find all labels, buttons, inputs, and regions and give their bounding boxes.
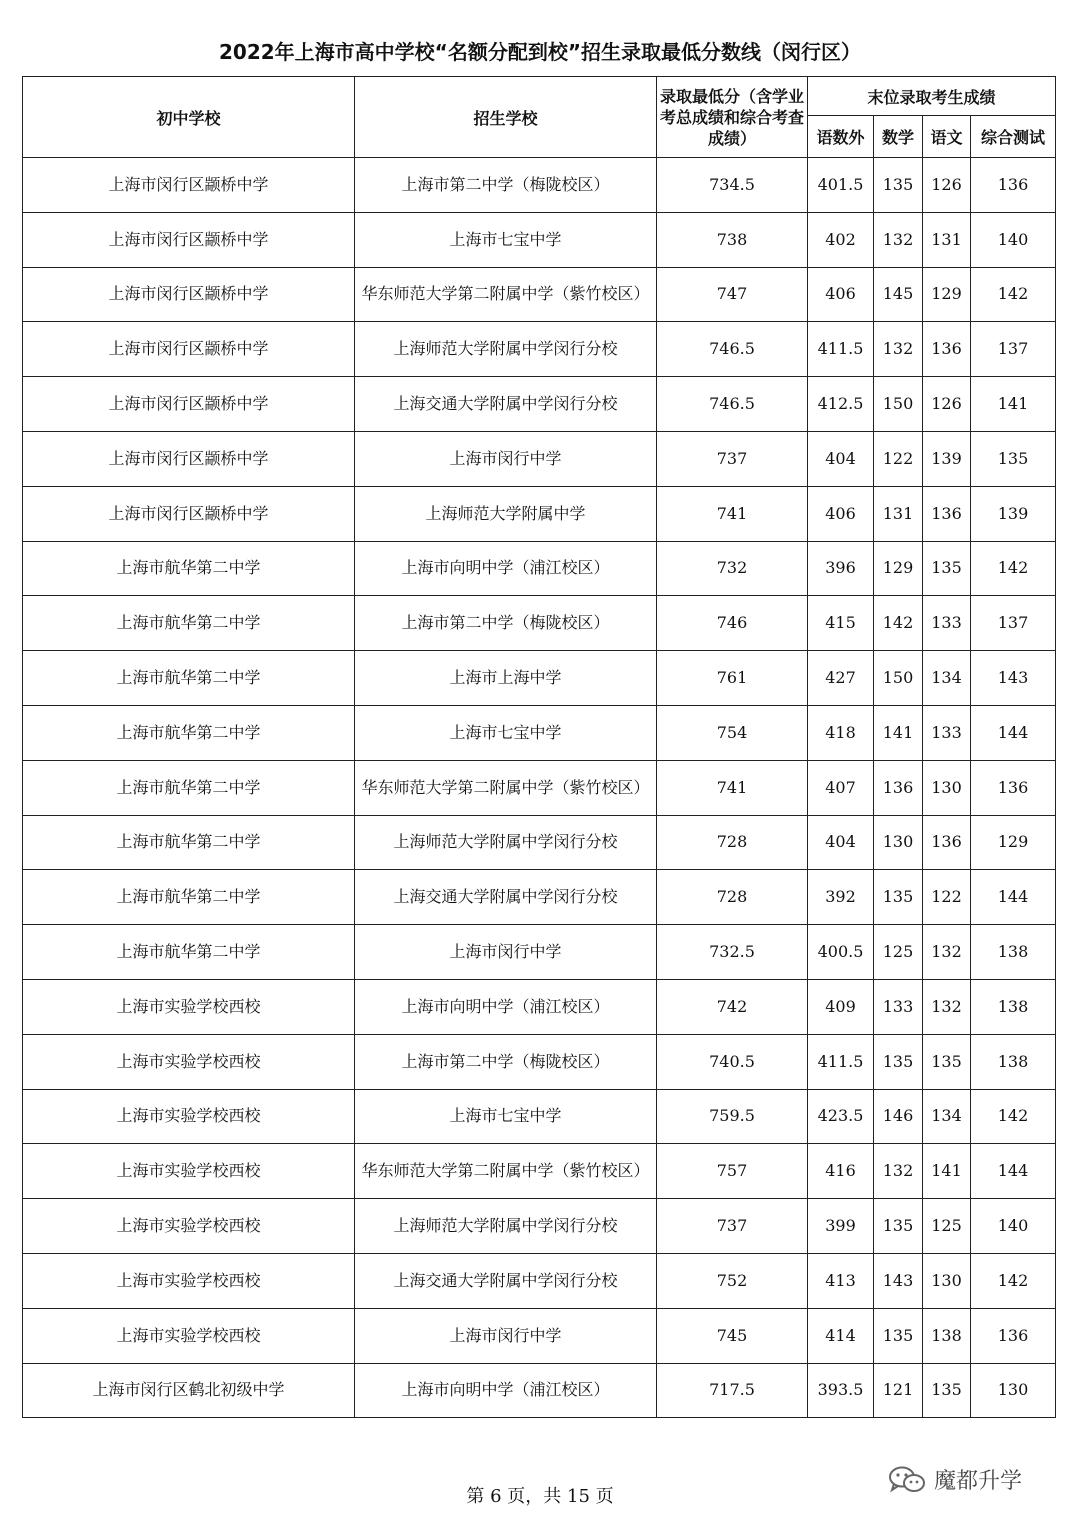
admit-school-cell: 上海市七宝中学 (355, 1089, 657, 1144)
admission-score-table (22, 76, 1056, 1418)
comprehensive-score-cell: 144 (971, 870, 1056, 925)
middle-school-cell: 上海市闵行区颛桥中学 (23, 377, 355, 432)
table-row (23, 1089, 1056, 1144)
math-score-cell: 142 (874, 596, 923, 651)
comprehensive-score-cell: 142 (971, 1089, 1056, 1144)
comprehensive-score-cell: 144 (971, 1144, 1056, 1199)
admit-school-cell: 上海市第二中学（梅陇校区） (355, 596, 657, 651)
comprehensive-score-cell: 129 (971, 815, 1056, 870)
middle-school-cell: 上海市实验学校西校 (23, 1308, 355, 1363)
table-row (23, 1034, 1056, 1089)
yyw-score-cell: 415 (808, 596, 874, 651)
comprehensive-score-cell: 140 (971, 1199, 1056, 1254)
admit-school-cell: 上海市向明中学（浦江校区） (355, 541, 657, 596)
yyw-score-cell: 411.5 (808, 1034, 874, 1089)
chinese-score-cell: 132 (923, 979, 971, 1034)
admit-school-cell: 上海市闵行中学 (355, 925, 657, 980)
table-row (23, 705, 1056, 760)
table-row (23, 1253, 1056, 1308)
chinese-score-cell: 135 (923, 1363, 971, 1418)
math-score-cell: 146 (874, 1089, 923, 1144)
yyw-score-cell: 399 (808, 1199, 874, 1254)
chinese-score-cell: 133 (923, 596, 971, 651)
middle-school-cell: 上海市航华第二中学 (23, 596, 355, 651)
comprehensive-score-cell: 136 (971, 158, 1056, 213)
chinese-score-cell: 135 (923, 541, 971, 596)
header-chinese: 语文 (923, 116, 971, 158)
table-row (23, 322, 1056, 377)
yyw-score-cell: 413 (808, 1253, 874, 1308)
math-score-cell: 135 (874, 158, 923, 213)
middle-school-cell: 上海市航华第二中学 (23, 541, 355, 596)
min-score-cell: 734.5 (657, 158, 808, 213)
table-row (23, 596, 1056, 651)
yyw-score-cell: 409 (808, 979, 874, 1034)
yyw-score-cell: 404 (808, 815, 874, 870)
middle-school-cell: 上海市航华第二中学 (23, 815, 355, 870)
min-score-cell: 752 (657, 1253, 808, 1308)
yyw-score-cell: 400.5 (808, 925, 874, 980)
chinese-score-cell: 131 (923, 212, 971, 267)
min-score-cell: 746 (657, 596, 808, 651)
middle-school-cell: 上海市实验学校西校 (23, 1253, 355, 1308)
yyw-score-cell: 406 (808, 267, 874, 322)
min-score-cell: 746.5 (657, 377, 808, 432)
comprehensive-score-cell: 137 (971, 596, 1056, 651)
table-row (23, 267, 1056, 322)
comprehensive-score-cell: 135 (971, 431, 1056, 486)
admit-school-cell: 上海师范大学附属中学闵行分校 (355, 322, 657, 377)
math-score-cell: 136 (874, 760, 923, 815)
chinese-score-cell: 132 (923, 925, 971, 980)
math-score-cell: 130 (874, 815, 923, 870)
admit-school-cell: 上海市向明中学（浦江校区） (355, 979, 657, 1034)
min-score-cell: 757 (657, 1144, 808, 1199)
comprehensive-score-cell: 138 (971, 925, 1056, 980)
chinese-score-cell: 138 (923, 1308, 971, 1363)
middle-school-cell: 上海市闵行区颛桥中学 (23, 267, 355, 322)
math-score-cell: 132 (874, 322, 923, 377)
middle-school-cell: 上海市航华第二中学 (23, 870, 355, 925)
admit-school-cell: 上海市上海中学 (355, 651, 657, 706)
chinese-score-cell: 130 (923, 760, 971, 815)
math-score-cell: 133 (874, 979, 923, 1034)
watermark-text: 魔都升学 (934, 1469, 1023, 1494)
yyw-score-cell: 423.5 (808, 1089, 874, 1144)
table-row (23, 870, 1056, 925)
table-row (23, 431, 1056, 486)
admit-school-cell: 上海交通大学附属中学闵行分校 (355, 377, 657, 432)
math-score-cell: 131 (874, 486, 923, 541)
middle-school-cell: 上海市闵行区颛桥中学 (23, 158, 355, 213)
middle-school-cell: 上海市闵行区鹤北初级中学 (23, 1363, 355, 1418)
min-score-cell: 732 (657, 541, 808, 596)
comprehensive-score-cell: 144 (971, 705, 1056, 760)
yyw-score-cell: 407 (808, 760, 874, 815)
math-score-cell: 132 (874, 1144, 923, 1199)
yyw-score-cell: 393.5 (808, 1363, 874, 1418)
comprehensive-score-cell: 143 (971, 651, 1056, 706)
chinese-score-cell: 130 (923, 1253, 971, 1308)
admit-school-cell: 上海市七宝中学 (355, 705, 657, 760)
comprehensive-score-cell: 142 (971, 267, 1056, 322)
chinese-score-cell: 135 (923, 1034, 971, 1089)
admit-school-cell: 上海师范大学附属中学 (355, 486, 657, 541)
middle-school-cell: 上海市实验学校西校 (23, 979, 355, 1034)
table-row (23, 486, 1056, 541)
comprehensive-score-cell: 137 (971, 322, 1056, 377)
middle-school-cell: 上海市实验学校西校 (23, 1089, 355, 1144)
yyw-score-cell: 396 (808, 541, 874, 596)
table-row (23, 760, 1056, 815)
min-score-cell: 747 (657, 267, 808, 322)
middle-school-cell: 上海市航华第二中学 (23, 651, 355, 706)
admit-school-cell: 上海市第二中学（梅陇校区） (355, 1034, 657, 1089)
math-score-cell: 141 (874, 705, 923, 760)
header-yyw: 语数外 (808, 116, 874, 158)
comprehensive-score-cell: 138 (971, 979, 1056, 1034)
min-score-cell: 737 (657, 1199, 808, 1254)
admit-school-cell: 上海市闵行中学 (355, 1308, 657, 1363)
middle-school-cell: 上海市闵行区颛桥中学 (23, 431, 355, 486)
header-admit-school: 招生学校 (355, 77, 657, 158)
chinese-score-cell: 136 (923, 486, 971, 541)
middle-school-cell: 上海市航华第二中学 (23, 925, 355, 980)
yyw-score-cell: 401.5 (808, 158, 874, 213)
middle-school-cell: 上海市实验学校西校 (23, 1034, 355, 1089)
header-min-score: 录取最低分（含学业考总成绩和综合考查成绩） (657, 77, 808, 158)
wechat-icon (888, 1465, 926, 1495)
chinese-score-cell: 134 (923, 651, 971, 706)
yyw-score-cell: 411.5 (808, 322, 874, 377)
watermark (888, 1464, 1022, 1495)
min-score-cell: 746.5 (657, 322, 808, 377)
chinese-score-cell: 136 (923, 815, 971, 870)
min-score-cell: 737 (657, 431, 808, 486)
table-row (23, 815, 1056, 870)
math-score-cell: 122 (874, 431, 923, 486)
yyw-score-cell: 402 (808, 212, 874, 267)
yyw-score-cell: 414 (808, 1308, 874, 1363)
table-row (23, 212, 1056, 267)
middle-school-cell: 上海市闵行区颛桥中学 (23, 212, 355, 267)
admit-school-cell: 上海市闵行中学 (355, 431, 657, 486)
chinese-score-cell: 126 (923, 377, 971, 432)
min-score-cell: 759.5 (657, 1089, 808, 1144)
table-body (23, 158, 1056, 1418)
chinese-score-cell: 125 (923, 1199, 971, 1254)
header-last-admitted: 末位录取考生成绩 (808, 77, 1056, 116)
min-score-cell: 728 (657, 870, 808, 925)
admit-school-cell: 华东师范大学第二附属中学（紫竹校区） (355, 760, 657, 815)
table-row (23, 1144, 1056, 1199)
admit-school-cell: 上海师范大学附属中学闵行分校 (355, 815, 657, 870)
header-math: 数学 (874, 116, 923, 158)
comprehensive-score-cell: 138 (971, 1034, 1056, 1089)
min-score-cell: 742 (657, 979, 808, 1034)
math-score-cell: 121 (874, 1363, 923, 1418)
admit-school-cell: 华东师范大学第二附属中学（紫竹校区） (355, 1144, 657, 1199)
comprehensive-score-cell: 136 (971, 1308, 1056, 1363)
math-score-cell: 150 (874, 651, 923, 706)
header-comprehensive: 综合测试 (971, 116, 1056, 158)
admit-school-cell: 上海市向明中学（浦江校区） (355, 1363, 657, 1418)
chinese-score-cell: 129 (923, 267, 971, 322)
comprehensive-score-cell: 141 (971, 377, 1056, 432)
comprehensive-score-cell: 140 (971, 212, 1056, 267)
admit-school-cell: 上海市七宝中学 (355, 212, 657, 267)
table-row (23, 1363, 1056, 1418)
yyw-score-cell: 427 (808, 651, 874, 706)
chinese-score-cell: 139 (923, 431, 971, 486)
comprehensive-score-cell: 136 (971, 760, 1056, 815)
math-score-cell: 135 (874, 1308, 923, 1363)
math-score-cell: 135 (874, 870, 923, 925)
middle-school-cell: 上海市闵行区颛桥中学 (23, 486, 355, 541)
table-row (23, 651, 1056, 706)
table-row (23, 1308, 1056, 1363)
middle-school-cell: 上海市航华第二中学 (23, 705, 355, 760)
comprehensive-score-cell: 139 (971, 486, 1056, 541)
table-row (23, 1199, 1056, 1254)
yyw-score-cell: 416 (808, 1144, 874, 1199)
math-score-cell: 150 (874, 377, 923, 432)
chinese-score-cell: 133 (923, 705, 971, 760)
math-score-cell: 125 (874, 925, 923, 980)
min-score-cell: 740.5 (657, 1034, 808, 1089)
table-row (23, 979, 1056, 1034)
min-score-cell: 717.5 (657, 1363, 808, 1418)
admit-school-cell: 上海交通大学附属中学闵行分校 (355, 1253, 657, 1308)
min-score-cell: 728 (657, 815, 808, 870)
math-score-cell: 135 (874, 1199, 923, 1254)
admit-school-cell: 上海交通大学附属中学闵行分校 (355, 870, 657, 925)
comprehensive-score-cell: 130 (971, 1363, 1056, 1418)
chinese-score-cell: 126 (923, 158, 971, 213)
admit-school-cell: 上海师范大学附属中学闵行分校 (355, 1199, 657, 1254)
min-score-cell: 761 (657, 651, 808, 706)
middle-school-cell: 上海市航华第二中学 (23, 760, 355, 815)
min-score-cell: 738 (657, 212, 808, 267)
min-score-cell: 741 (657, 760, 808, 815)
table-row (23, 925, 1056, 980)
admit-school-cell: 华东师范大学第二附属中学（紫竹校区） (355, 267, 657, 322)
min-score-cell: 745 (657, 1308, 808, 1363)
admit-school-cell: 上海市第二中学（梅陇校区） (355, 158, 657, 213)
header-middle-school: 初中学校 (23, 77, 355, 158)
min-score-cell: 732.5 (657, 925, 808, 980)
page-title: 2022年上海市高中学校“名额分配到校”招生录取最低分数线（闵行区） (219, 40, 861, 64)
middle-school-cell: 上海市实验学校西校 (23, 1144, 355, 1199)
yyw-score-cell: 418 (808, 705, 874, 760)
math-score-cell: 145 (874, 267, 923, 322)
comprehensive-score-cell: 142 (971, 541, 1056, 596)
chinese-score-cell: 141 (923, 1144, 971, 1199)
math-score-cell: 132 (874, 212, 923, 267)
chinese-score-cell: 134 (923, 1089, 971, 1144)
comprehensive-score-cell: 142 (971, 1253, 1056, 1308)
chinese-score-cell: 122 (923, 870, 971, 925)
min-score-cell: 754 (657, 705, 808, 760)
chinese-score-cell: 136 (923, 322, 971, 377)
yyw-score-cell: 392 (808, 870, 874, 925)
page-footer: 第 6 页，共 15 页 (466, 1486, 614, 1507)
table-row (23, 541, 1056, 596)
math-score-cell: 143 (874, 1253, 923, 1308)
table-row (23, 158, 1056, 213)
math-score-cell: 129 (874, 541, 923, 596)
middle-school-cell: 上海市闵行区颛桥中学 (23, 322, 355, 377)
min-score-cell: 741 (657, 486, 808, 541)
yyw-score-cell: 412.5 (808, 377, 874, 432)
yyw-score-cell: 406 (808, 486, 874, 541)
math-score-cell: 135 (874, 1034, 923, 1089)
table-row (23, 377, 1056, 432)
middle-school-cell: 上海市实验学校西校 (23, 1199, 355, 1254)
yyw-score-cell: 404 (808, 431, 874, 486)
